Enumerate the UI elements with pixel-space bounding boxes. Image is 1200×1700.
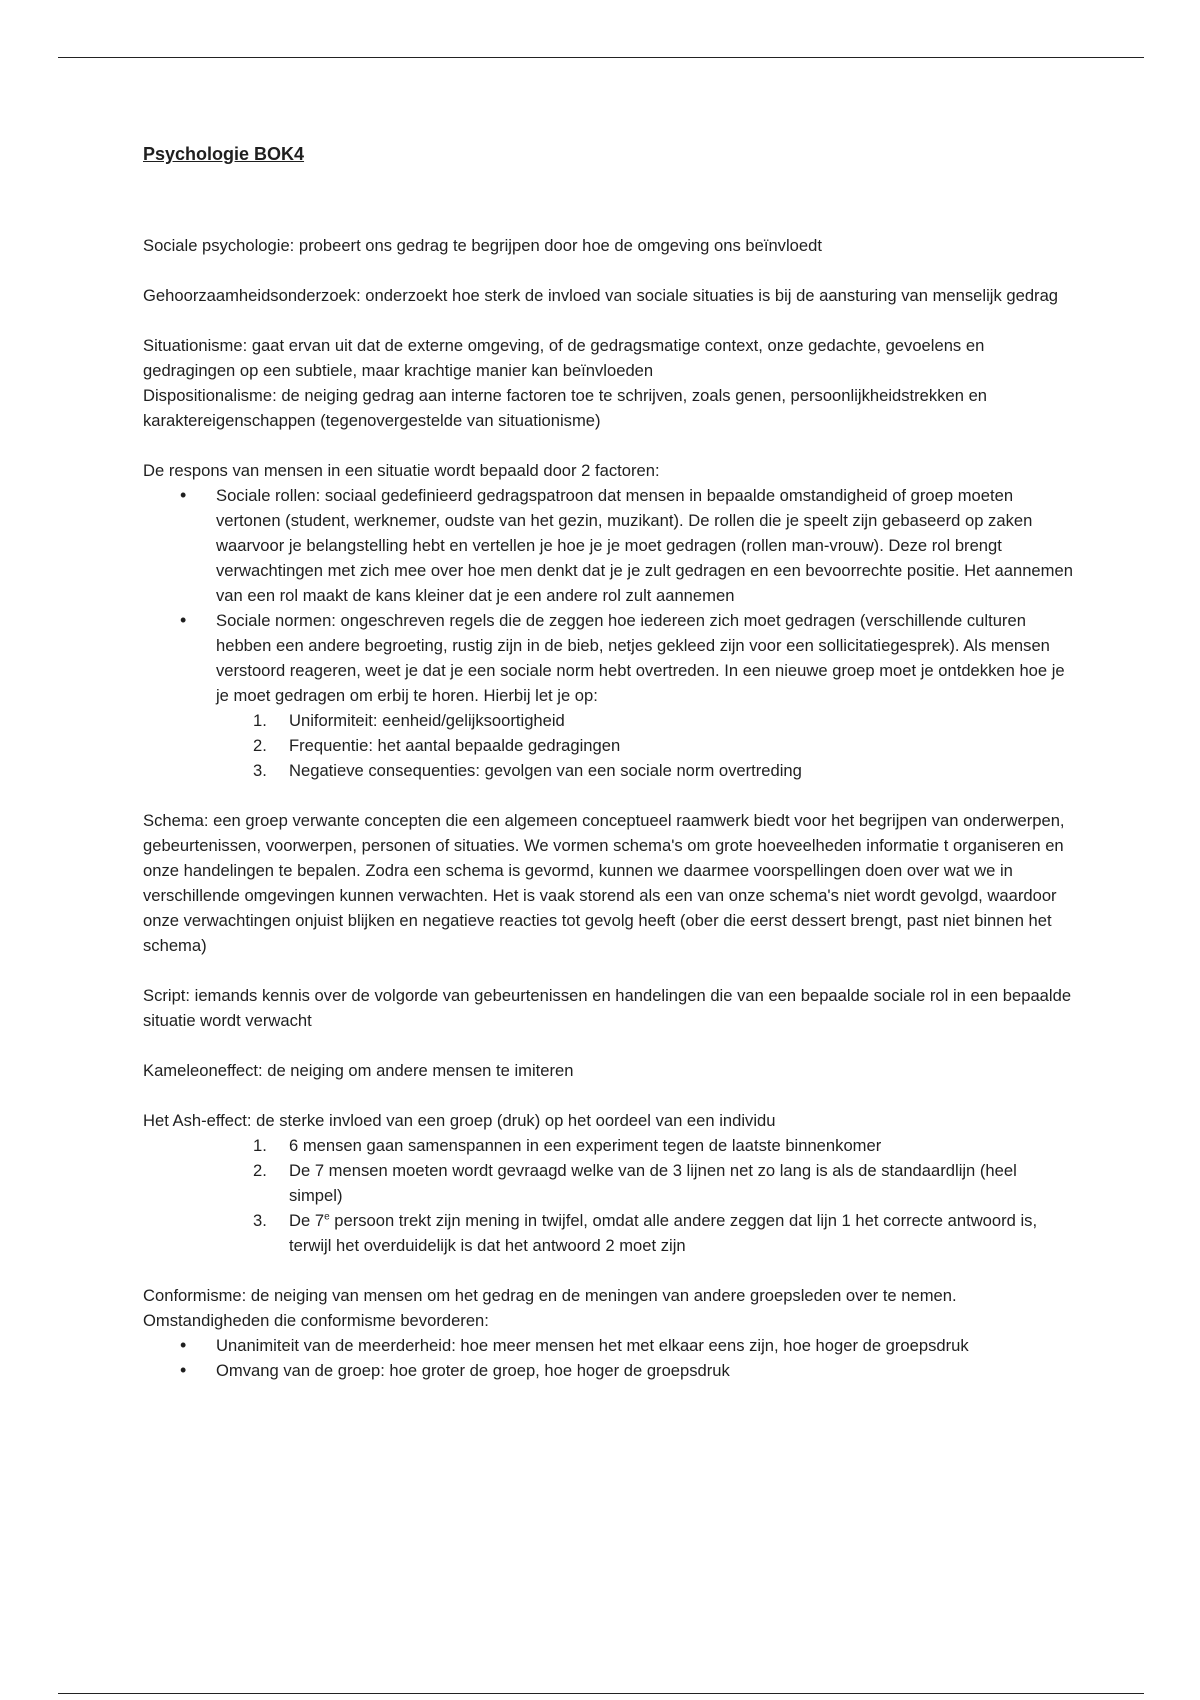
paragraph-conformisme: Conformisme: de neiging van mensen om het gedrag en de meningen van andere groepsleden over te nemen. Omstandigheden die conformisme bevorderen: [143, 1286, 957, 1330]
document-body [143, 142, 1073, 1383]
paragraph-kameleoneffect: Kameleoneffect: de neiging om andere mensen te imiteren [143, 1061, 574, 1080]
list-item: 2. De 7 mensen moeten wordt gevraagd welke van de 3 lijnen net zo lang is als de standaardlijn (heel simpel) [253, 1161, 1017, 1205]
conformisme-list [143, 1333, 1073, 1383]
list-item [216, 608, 1073, 783]
paragraph-respons-intro: De respons van mensen in een situatie wordt bepaald door 2 factoren: [143, 461, 660, 480]
paragraph-sociale-psychologie: Sociale psychologie: probeert ons gedrag te begrijpen door hoe de omgeving ons beïnvloedt [143, 236, 822, 255]
list-item: 3. Negatieve consequenties: gevolgen van een sociale norm overtreding [253, 761, 802, 780]
list-item-text: Sociale normen: ongeschreven regels die de zeggen hoe iedereen zich moet gedragen (verschillende culturen hebben een andere begroeting, rustig zijn in de bieb, netjes gekleed zijn voor een sollicitatiegesprek). Als mensen verstoord reageren, weet je dat je een sociale norm hebt overtreden. In een nieuwe groep moet je ontdekken hoe je je moet gedragen om erbij te horen. Hierbij let je op: [216, 611, 1065, 705]
paragraph-dispositionalisme: Dispositionalisme: de neiging gedrag aan interne factoren toe te schrijven, zoals genen, persoonlijkheidstrekken en karaktereigenschappen (tegenovergestelde van situationisme) [143, 386, 988, 430]
paragraph-script: Script: iemands kennis over de volgorde van gebeurtenissen en handelingen die van een bepaalde sociale rol in een bepaalde situatie wordt verwacht [143, 986, 1072, 1030]
header-rule [58, 57, 1144, 58]
ash-steps-list [143, 1133, 1073, 1258]
paragraph-ash-intro: Het Ash-effect: de sterke invloed van een groep (druk) op het oordeel van een individu [143, 1111, 776, 1130]
list-item: 2. Frequentie: het aantal bepaalde gedragingen [253, 736, 621, 755]
page-title: Psychologie BOK4 [143, 144, 305, 164]
footer-rule [58, 1693, 1144, 1694]
paragraph-gehoorzaamheid: Gehoorzaamheidsonderzoek: onderzoekt hoe sterk de invloed van sociale situaties is bij de aansturing van menselijk gedrag [143, 286, 1059, 305]
norm-points-list [216, 708, 1073, 783]
paragraph-situationisme: Situationisme: gaat ervan uit dat de externe omgeving, of de gedragsmatige context, onze gedachte, gevoelens en gedragingen op een subtiele, maar krachtige manier kan beïnvloeden [143, 336, 985, 380]
list-item: 1. Uniformiteit: eenheid/gelijksoortigheid [253, 711, 565, 730]
list-item: • Unanimiteit van de meerderheid: hoe meer mensen het met elkaar eens zijn, hoe hoger de groepsdruk [216, 1333, 1073, 1358]
list-item: • Sociale rollen: sociaal gedefinieerd gedragspatroon dat mensen in bepaalde omstandigheid of groep moeten vertonen (student, werknemer, oudste van het gezin, muzikant). De rollen die je speelt zijn gebaseerd op zaken waarvoor je belangstelling hebt en vertellen je hoe je je moet gedragen (rollen man-vrouw). Deze rol brengt verwachtingen met zich mee over hoe men denkt dat je je zult gedragen en een bevoorrechte positie. Het aannemen van een rol maakt de kans kleiner dat je een andere rol zult aannemen [216, 483, 1073, 608]
paragraph-schema: Schema: een groep verwante concepten die een algemeen conceptueel raamwerk biedt voor het begrijpen van onderwerpen, gebeurtenissen, voorwerpen, personen of situaties. We vormen schema's om grote hoeveelheden informatie t organiseren en onze handelingen te bepalen. Zodra een schema is gevormd, kunnen we daarmee voorspellingen doen over wat we in verschillende omgevingen kunnen verwachten. Het is vaak storend als een van onze schema's niet wordt gevolgd, waardoor onze verwachtingen onjuist blijken en negatieve reacties tot gevolg heeft (ober die eerst dessert brengt, past niet binnen het schema) [143, 811, 1065, 955]
list-item: • Omvang van de groep: hoe groter de groep, hoe hoger de groepsdruk [216, 1358, 1073, 1383]
list-item: 3. De 7e persoon trekt zijn mening in twijfel, omdat alle andere zeggen dat lijn 1 het correcte antwoord is, terwijl het overduidelijk is dat het antwoord 2 moet zijn [253, 1211, 1038, 1255]
factors-list [143, 483, 1073, 783]
list-item: 1. 6 mensen gaan samenspannen in een experiment tegen de laatste binnenkomer [253, 1136, 882, 1155]
